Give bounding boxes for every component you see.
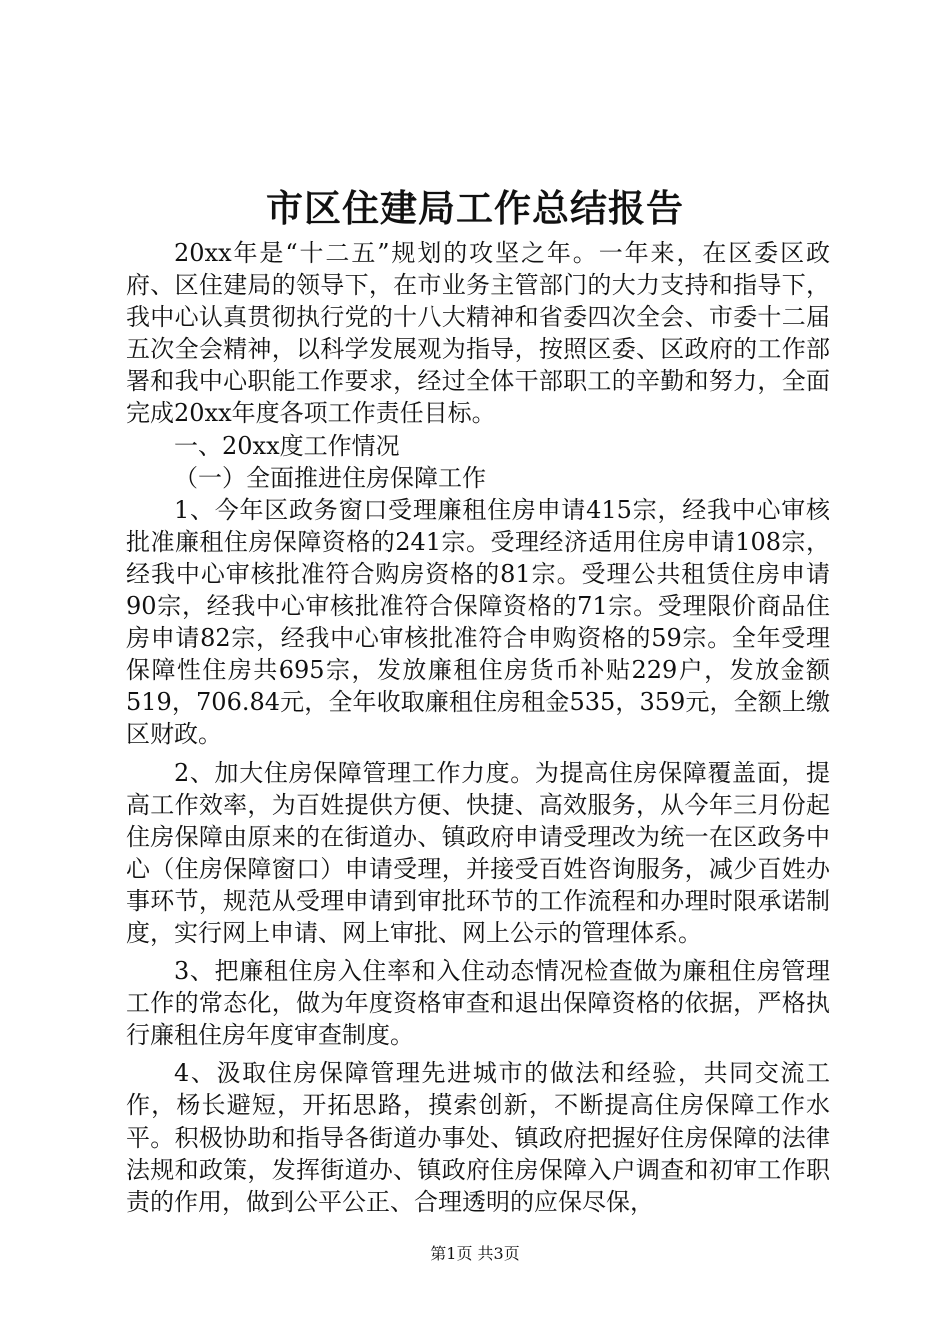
page-footer: 第1页 共3页: [430, 1244, 520, 1263]
paragraph-item-3: 3、把廉租住房入住率和入住动态情况检查做为廉租住房管理工作的常态化，做为年度资格审查和退出保障资格的依据，严格执行廉租住房年度审查制度。: [126, 957, 830, 1050]
subsection-heading: （一）全面推进住房保障工作: [174, 463, 486, 492]
paragraph-intro: 20xx年是“十二五”规划的攻坚之年。一年来，在区委区政府、区住建局的领导下，在市业务主管部门的大力支持和指导下，我中心认真贯彻执行党的十八大精神和省委四次全会、市委十二届五次全会精神，以科学发展观为指导，按照区委、区政府的工作部署和我中心职能工作要求，经过全体干部职工的辛勤和努力，全面完成20xx年度各项工作责任目标。: [126, 239, 830, 428]
section-heading: 一、20xx度工作情况: [174, 431, 400, 460]
paragraph-item-1: 1、今年区政务窗口受理廉租住房申请415宗，经我中心审核批准廉租住房保障资格的241宗。受理经济适用住房申请108宗，经我中心审核批准符合购房资格的81宗。受理公共租赁住房申请90宗，经我中心审核批准符合保障资格的71宗。受理限价商品住房申请82宗，经我中心审核批准符合申购资格的59宗。全年受理保障性住房共695宗，发放廉租住房货币补贴229户，发放金额519，706.84元，全年收取廉租住房租金535，359元，全额上缴区财政。: [126, 495, 830, 749]
paragraph-item-4: 4、汲取住房保障管理先进城市的做法和经验，共同交流工作，杨长避短，开拓思路，摸索创新，不断提高住房保障工作水平。积极协助和指导各街道办事处、镇政府把握好住房保障的法律法规和政策，发挥街道办、镇政府住房保障入户调查和初审工作职责的作用，做到公平公正、合理透明的应保尽保，: [126, 1059, 830, 1216]
document-title: 市区住建局工作总结报告: [266, 186, 684, 230]
document-body: [126, 237, 830, 1218]
paragraph-item-2: 2、加大住房保障管理工作力度。为提高住房保障覆盖面，提高工作效率，为百姓提供方便、快捷、高效服务，从今年三月份起住房保障由原来的在街道办、镇政府申请受理改为统一在区政务中心（住房保障窗口）申请受理，并接受百姓咨询服务，减少百姓办事环节，规范从受理申请到审批环节的工作流程和办理时限承诺制度，实行网上申请、网上审批、网上公示的管理体系。: [126, 758, 830, 947]
